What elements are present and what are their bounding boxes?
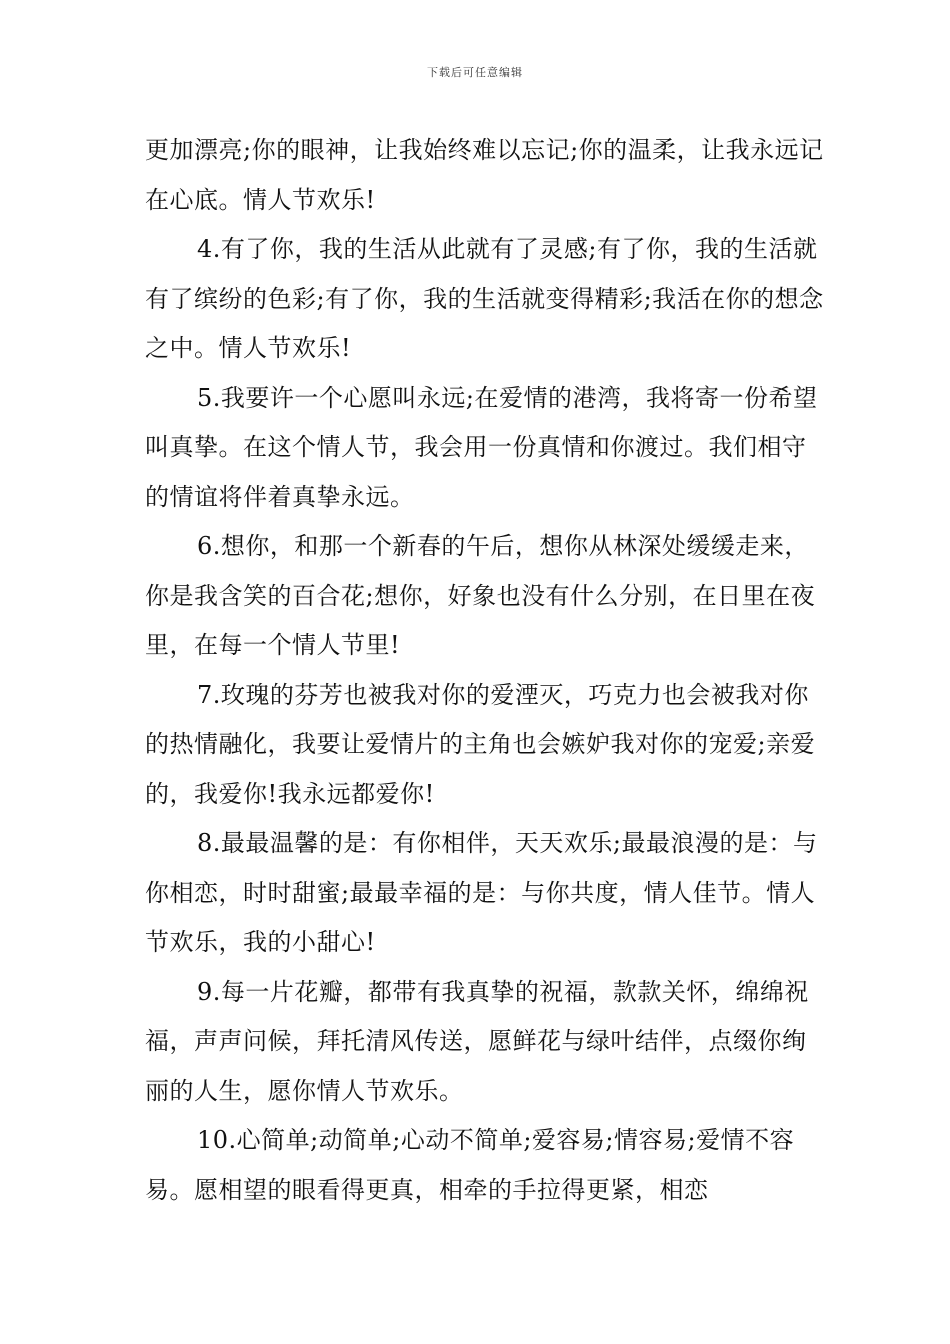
paragraph-item-5: 5.我要许一个心愿叫永远;在爱情的港湾，我将寄一份希望叫真挚。在这个情人节，我会用一份真情和你渡过。我们相守的情谊将伴着真挚永远。: [145, 383, 818, 511]
paragraph-continued: 更加漂亮;你的眼神，让我始终难以忘记;你的温柔，让我永远记在心底。情人节欢乐!: [145, 136, 824, 214]
page-header: 下载后可任意编辑: [427, 66, 523, 79]
document-body: [145, 126, 825, 1215]
paragraph-item-8: 8.最最温馨的是：有你相伴，天天欢乐;最最浪漫的是：与你相恋，时时甜蜜;最最幸福的是：与你共度，情人佳节。情人节欢乐，我的小甜心!: [145, 829, 818, 956]
paragraph-item-9: 9.每一片花瓣，都带有我真挚的祝福，款款关怀，绵绵祝福，声声问候，拜托清风传送，愿鲜花与绿叶结伴，点缀你绚丽的人生，愿你情人节欢乐。: [145, 977, 809, 1105]
paragraph-item-7: 7.玫瑰的芬芳也被我对你的爱湮灭，巧克力也会被我对你的热情融化，我要让爱情片的主角也会嫉妒我对你的宠爱;亲爱的，我爱你!我永远都爱你!: [145, 680, 816, 808]
paragraph-item-4: 4.有了你，我的生活从此就有了灵感;有了你，我的生活就有了缤纷的色彩;有了你，我的生活就变得精彩;我活在你的想念之中。情人节欢乐!: [145, 235, 824, 362]
paragraph-item-10: 10.心简单;动简单;心动不简单;爱容易;情容易;爱情不容易。愿相望的眼看得更真，相牵的手拉得更紧，相恋: [145, 1126, 795, 1204]
paragraph-item-6: 6.想你，和那一个新春的午后，想你从林深处缓缓走来，你是我含笑的百合花;想你，好象也没有什么分别，在日里在夜里，在每一个情人节里!: [145, 532, 816, 659]
